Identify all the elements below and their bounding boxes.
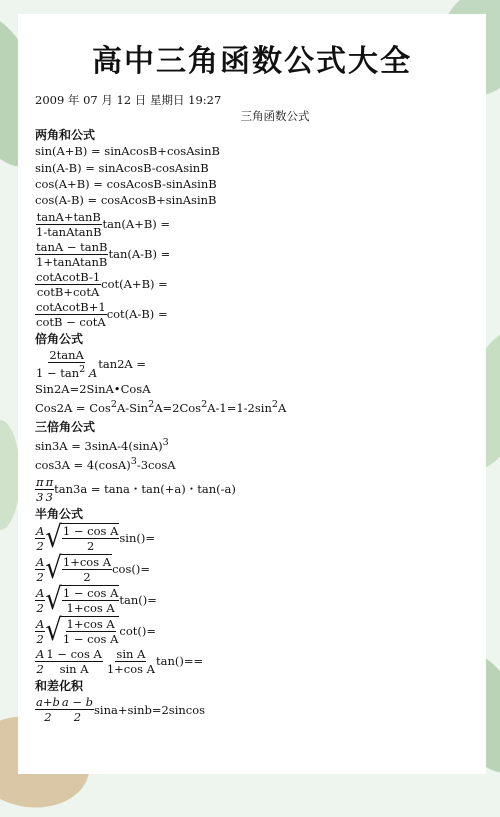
numerator: π xyxy=(36,474,44,489)
section-subtitle: 三角函数公式 xyxy=(240,109,310,124)
square-root xyxy=(45,582,119,618)
fraction-formula xyxy=(35,240,475,269)
numerator: 1+cos A xyxy=(66,617,115,631)
formula-rhs: sina+sinb=2sincos xyxy=(94,702,206,717)
heading-half-angle: 半角公式 xyxy=(35,506,84,521)
formula-rhs: tan(A+B) = xyxy=(102,217,171,232)
fraction xyxy=(35,524,45,553)
superscript: 3 xyxy=(130,456,137,468)
fraction xyxy=(45,647,103,676)
heading-sum-formulas: 两角和公式 xyxy=(35,127,96,142)
fraction xyxy=(35,475,45,504)
denominator: 3 xyxy=(36,489,44,504)
fraction-formula xyxy=(35,647,475,676)
denominator: 2 xyxy=(44,710,52,725)
numerator: A xyxy=(36,616,45,631)
formula-rhs: tan()= xyxy=(119,592,157,607)
denominator: sin A xyxy=(59,662,89,676)
superscript: 2 xyxy=(110,399,117,411)
text-part: A-Sin xyxy=(116,401,149,416)
superscript: 2 xyxy=(148,399,155,411)
denominator: 1-tanAtanB xyxy=(36,224,102,239)
heading-sum-to-product: 和差化积 xyxy=(35,679,84,693)
numerator: π xyxy=(45,474,54,489)
fraction xyxy=(35,586,45,615)
formula-rhs: tan3a = tana・tan(+a)・tan(-a) xyxy=(54,481,236,496)
text-part: sin3A = 3sinA-4(sinA) xyxy=(35,438,163,453)
numerator: 1 − cos A xyxy=(62,586,119,600)
numerator: A xyxy=(36,585,45,600)
radicand xyxy=(60,523,120,553)
numerator: 2tanA xyxy=(49,348,84,363)
formula-line xyxy=(35,397,475,416)
fraction xyxy=(35,555,45,584)
radicand xyxy=(60,616,120,646)
radical-formula xyxy=(35,520,475,556)
formula-line xyxy=(35,435,475,454)
numerator: cotAcotB-1 xyxy=(36,269,101,284)
fraction-formula xyxy=(35,270,475,299)
denominator: cotB+cotA xyxy=(36,284,100,299)
text-part: Cos2A = Cos xyxy=(35,401,111,416)
formula-rhs: cot(A+B) = xyxy=(101,277,168,292)
fraction-formula xyxy=(35,475,475,504)
den-text: 1 − tan xyxy=(36,366,80,381)
formula-rhs: sin()= xyxy=(119,530,155,545)
numerator: a − b xyxy=(61,695,94,710)
radical-sign: √ xyxy=(45,551,62,587)
square-root xyxy=(45,520,119,556)
fraction xyxy=(35,300,107,329)
fraction xyxy=(61,695,94,724)
numerator: tanA − tanB xyxy=(36,239,108,254)
text-part: -3cosA xyxy=(136,458,176,473)
denominator: 1+cos A xyxy=(66,601,115,615)
fraction xyxy=(35,617,45,646)
heading-double-angle: 倍角公式 xyxy=(35,331,84,346)
fraction xyxy=(62,524,120,553)
variable: A xyxy=(88,366,98,381)
denominator xyxy=(35,363,98,380)
radicand xyxy=(60,585,120,615)
numerator: 1 − cos A xyxy=(46,647,102,661)
numerator: A xyxy=(36,554,45,569)
fraction-formula xyxy=(35,210,475,239)
formula-rhs: tan2A = xyxy=(98,356,147,371)
fraction xyxy=(62,555,112,584)
radical-sign: √ xyxy=(45,582,62,618)
formula-line: sin(A-B) = sinAcosB-cosAsinB xyxy=(35,160,209,175)
post-date: 2009 年 07 月 12 日 星期日 19:27 xyxy=(35,93,222,107)
text-part: A-1=1-2sin xyxy=(207,401,272,416)
denominator: 2 xyxy=(73,710,82,725)
superscript: 3 xyxy=(162,437,169,449)
fraction xyxy=(62,586,120,615)
leaf-decoration xyxy=(0,420,20,530)
text-part: cos3A = 4(cosA) xyxy=(35,458,131,473)
formula-line: cos(A-B) = cosAcosB+sinAsinB xyxy=(35,193,217,208)
text-part: A=2Cos xyxy=(154,401,202,416)
radical-formula xyxy=(35,551,475,587)
formula-line: cos(A+B) = cosAcosB-sinAsinB xyxy=(35,177,217,192)
square-root xyxy=(45,551,112,587)
denominator: 3 xyxy=(45,489,53,504)
fraction xyxy=(62,617,120,646)
numerator: A xyxy=(36,523,45,538)
fraction xyxy=(35,348,98,380)
formula-line xyxy=(35,454,475,473)
numerator: 1+cos A xyxy=(62,555,112,569)
radical-formula xyxy=(35,613,475,649)
fraction xyxy=(35,647,45,676)
denominator: 1+tanAtanB xyxy=(36,254,108,269)
superscript: 2 xyxy=(201,399,208,411)
denominator: 2 xyxy=(83,570,91,584)
fraction-formula xyxy=(35,348,475,380)
numerator: tanA+tanB xyxy=(36,209,101,224)
formula-rhs: cot()= xyxy=(119,623,156,638)
superscript: 2 xyxy=(271,399,278,411)
fraction-formula xyxy=(35,300,475,329)
formula-rhs: cot(A-B) = xyxy=(106,307,168,322)
text-part: A xyxy=(277,401,287,416)
denominator: 2 xyxy=(36,662,44,676)
numerator: cotAcotB+1 xyxy=(36,299,106,314)
denominator: cotB − cotA xyxy=(36,314,106,329)
denominator: 2 xyxy=(36,600,44,615)
radical-sign: √ xyxy=(45,520,62,556)
radical-formula xyxy=(35,582,475,618)
numerator: 1 − cos A xyxy=(62,524,119,538)
numerator: sin A xyxy=(116,647,146,661)
fraction xyxy=(35,270,101,299)
formula-line: sin(A+B) = sinAcosB+cosAsinB xyxy=(35,144,220,159)
denominator: 2 xyxy=(86,539,95,553)
heading-triple-angle: 三倍角公式 xyxy=(35,419,96,434)
denominator: 2 xyxy=(36,538,44,553)
square-root xyxy=(45,613,119,649)
denominator: 2 xyxy=(36,569,44,584)
denominator: 2 xyxy=(36,631,44,646)
superscript: 2 xyxy=(79,364,86,376)
document-content xyxy=(35,92,475,725)
numerator: a+b xyxy=(36,695,60,710)
fraction xyxy=(106,647,156,676)
fraction xyxy=(35,695,61,724)
numerator: A xyxy=(36,647,45,661)
fraction xyxy=(45,475,55,504)
fraction-formula xyxy=(35,695,475,724)
fraction xyxy=(35,240,108,269)
formula-rhs: cos()= xyxy=(112,561,150,576)
radicand xyxy=(60,554,112,584)
document-page xyxy=(18,14,486,774)
denominator: 1 − cos A xyxy=(62,632,119,646)
formula-line: Sin2A=2SinA•CosA xyxy=(35,382,151,397)
radical-sign: √ xyxy=(45,613,62,649)
page-title: 高中三角函数公式大全 xyxy=(92,44,412,79)
denominator: 1+cos A xyxy=(106,662,155,676)
formula-rhs: tan()== xyxy=(156,654,204,669)
fraction xyxy=(35,210,103,239)
formula-rhs: tan(A-B) = xyxy=(108,247,171,262)
